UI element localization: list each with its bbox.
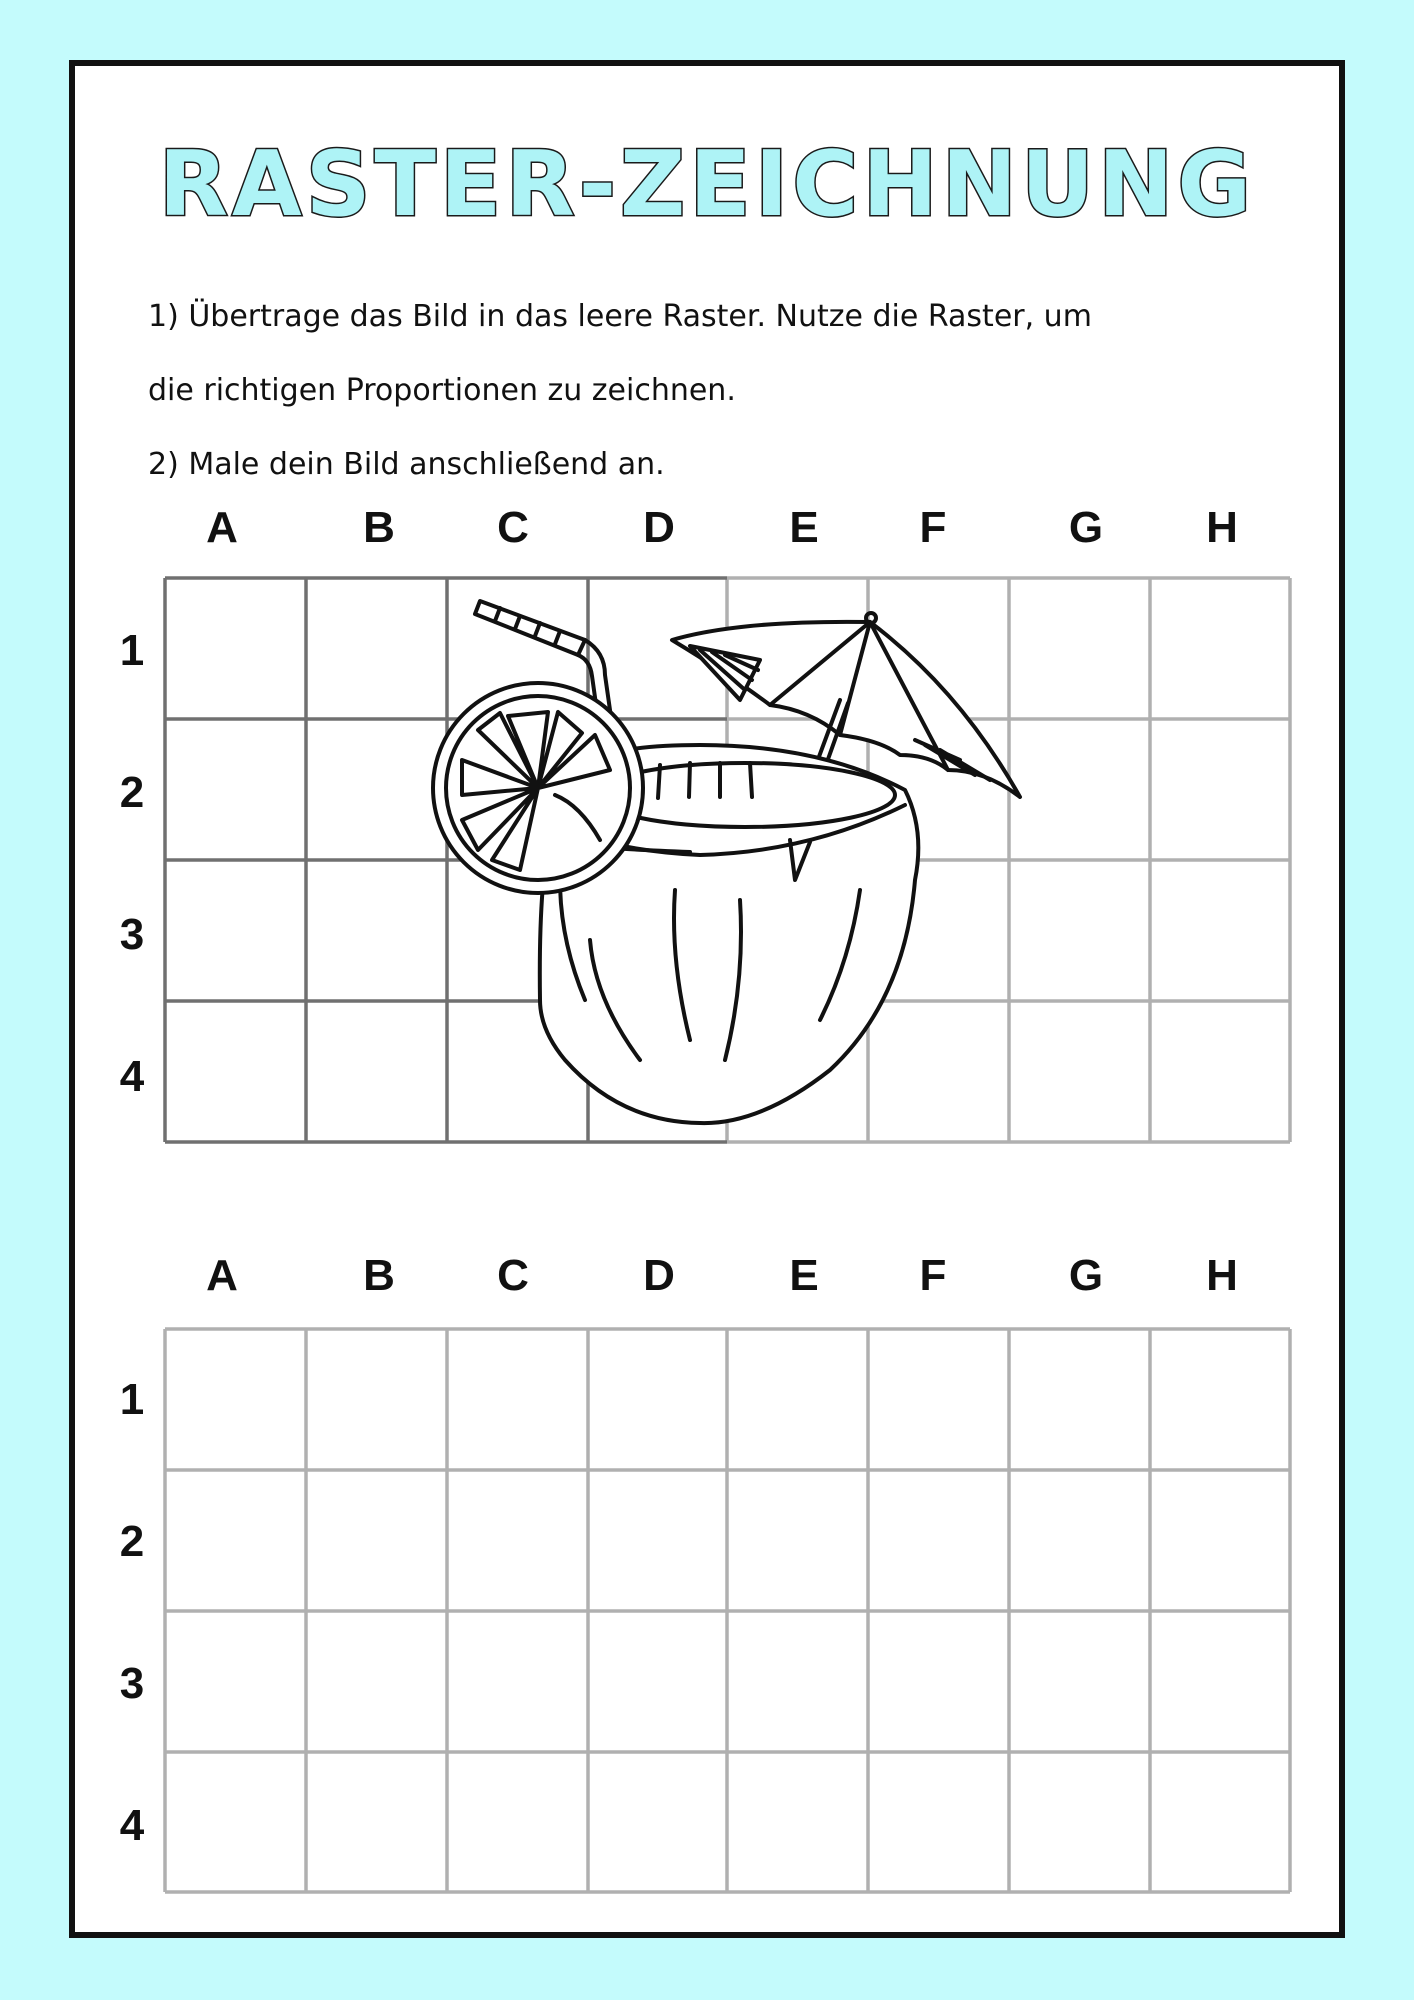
row-label: 2: [119, 768, 145, 817]
column-label: A: [206, 1251, 238, 1300]
column-label: E: [789, 503, 819, 552]
column-label: E: [789, 1251, 819, 1300]
row-label: 1: [119, 1375, 145, 1424]
column-label: F: [919, 503, 947, 552]
row-label: 1: [119, 626, 145, 675]
row-label: 3: [119, 910, 145, 959]
column-label: B: [363, 1251, 395, 1300]
page-title: RASTER-ZEICHNUNG: [158, 132, 1256, 237]
coconut-cocktail-drawing: [433, 601, 1020, 1123]
column-label: G: [1068, 1251, 1104, 1300]
column-label: H: [1206, 503, 1238, 552]
orange-slice: [433, 683, 643, 893]
column-label: H: [1206, 1251, 1238, 1300]
instruction-line-1: 1) Übertrage das Bild in das leere Raster. Nutze die Raster, um: [148, 299, 1092, 334]
row-label: 4: [119, 1801, 145, 1850]
column-label: B: [363, 503, 395, 552]
column-label: G: [1068, 503, 1104, 552]
instruction-line-2: die richtigen Proportionen zu zeichnen.: [148, 373, 736, 408]
blank-drawing-grid: [165, 1329, 1290, 1892]
column-label: D: [643, 503, 675, 552]
column-label: F: [919, 1251, 947, 1300]
column-label: D: [643, 1251, 675, 1300]
column-label: C: [497, 503, 529, 552]
column-label: A: [206, 503, 238, 552]
instruction-line-3: 2) Male dein Bild anschließend an.: [148, 447, 665, 482]
row-label: 2: [119, 1517, 145, 1566]
row-label: 3: [119, 1659, 145, 1708]
column-label: C: [497, 1251, 529, 1300]
row-label: 4: [119, 1052, 145, 1101]
